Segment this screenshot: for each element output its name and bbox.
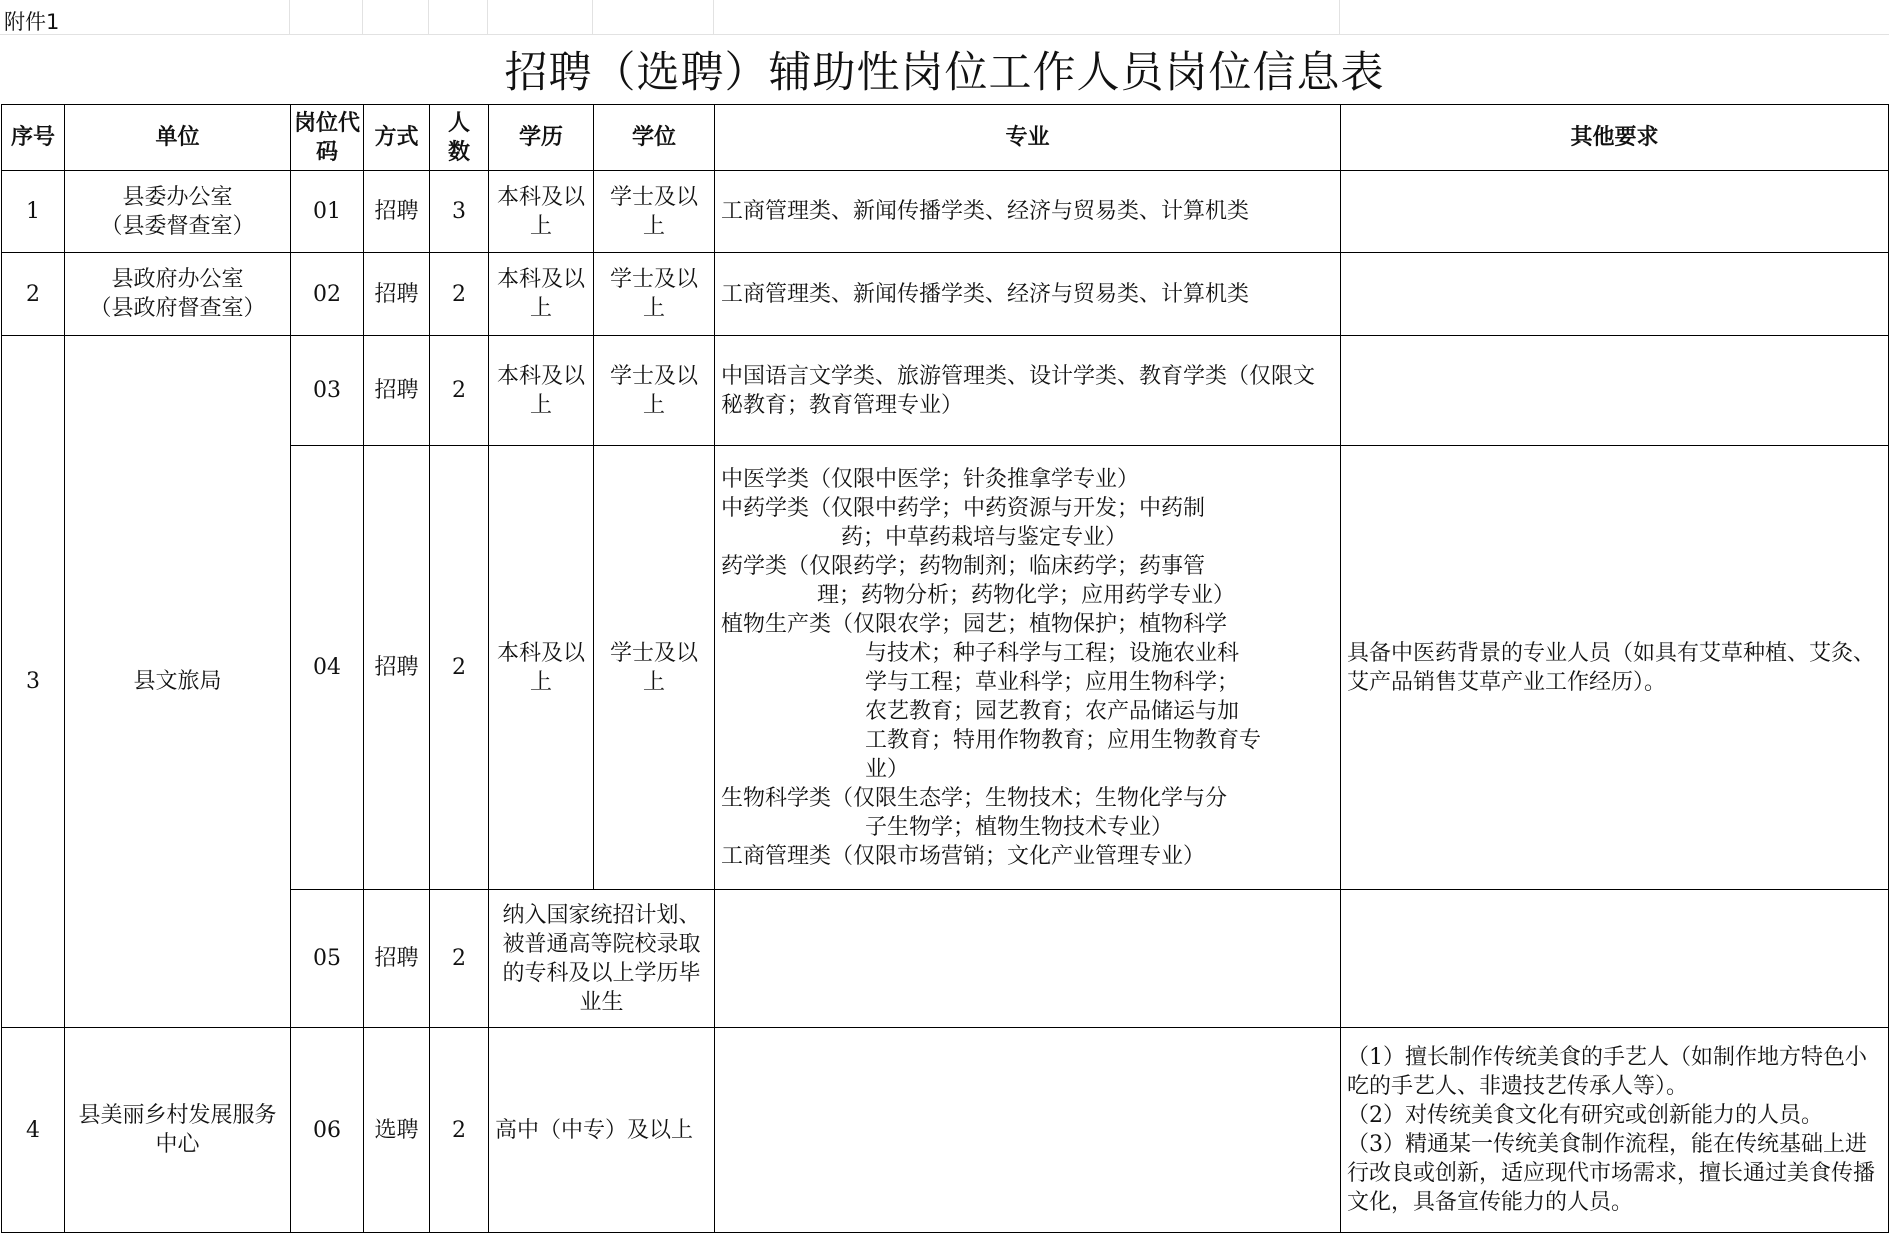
cell-major <box>715 446 1341 890</box>
cell-education: 本科及以上 <box>489 336 594 446</box>
table-row <box>2 336 1889 446</box>
gridline <box>487 0 488 34</box>
cell-method: 招聘 <box>364 890 430 1028</box>
header-other: 其他要求 <box>1341 105 1889 171</box>
cell-count: 3 <box>430 171 489 253</box>
cell-education: 本科及以上 <box>489 253 594 336</box>
major-line: 业） <box>865 756 910 782</box>
header-education: 学历 <box>489 105 594 171</box>
cell-major: 中国语言文学类、旅游管理类、设计学类、教育学类（仅限文秘教育；教育管理专业） <box>715 336 1341 446</box>
cell-method: 招聘 <box>364 446 430 890</box>
other-line: （1）擅长制作传统美食的手艺人（如制作地方特色小吃的手艺人、非遗技艺传承人等）。 <box>1347 1045 1867 1099</box>
cell-code: 06 <box>291 1028 364 1233</box>
cell-other: 具备中医药背景的专业人员（如具有艾草种植、艾灸、艾产品销售艾草产业工作经历）。 <box>1341 446 1889 890</box>
header-degree: 学位 <box>594 105 715 171</box>
gridline <box>362 0 363 34</box>
cell-other <box>1341 171 1889 253</box>
major-line: 中医学类（仅限中医学；针灸推拿学专业） <box>721 466 1140 492</box>
unit-line: （县政府督查室） <box>89 296 266 321</box>
cell-education: 高中（中专）及以上 <box>489 1028 715 1233</box>
cell-count: 2 <box>430 253 489 336</box>
cell-method: 招聘 <box>364 253 430 336</box>
table-row <box>2 253 1889 336</box>
table-row <box>2 171 1889 253</box>
gridline <box>713 0 714 34</box>
major-line: 药；中草药栽培与鉴定专业） <box>841 524 1128 550</box>
page-title: 招聘（选聘）辅助性岗位工作人员岗位信息表 <box>504 47 1385 98</box>
cell-count: 2 <box>430 890 489 1028</box>
cell-other <box>1341 336 1889 446</box>
cell-method: 选聘 <box>364 1028 430 1233</box>
cell-count: 2 <box>430 446 489 890</box>
cell-degree: 学士及以上 <box>594 171 715 253</box>
cell-code: 02 <box>291 253 364 336</box>
cell-seq: 4 <box>2 1028 65 1233</box>
unit-line: 县政府办公室 <box>111 267 244 292</box>
cell-count: 2 <box>430 1028 489 1233</box>
cell-unit <box>65 171 291 253</box>
major-line: 学与工程；草业科学；应用生物科学； <box>865 669 1240 695</box>
cell-count: 2 <box>430 336 489 446</box>
cell-major: 工商管理类、新闻传播学类、经济与贸易类、计算机类 <box>715 253 1341 336</box>
cell-major <box>715 1028 1341 1233</box>
cell-code: 04 <box>291 446 364 890</box>
cell-unit: 县文旅局 <box>65 336 291 1028</box>
major-line: 工教育；特用作物教育；应用生物教育专 <box>865 727 1262 753</box>
cell-unit <box>65 253 291 336</box>
position-table <box>1 104 1889 1233</box>
cell-major <box>715 890 1341 1028</box>
gridline <box>592 0 593 34</box>
major-line: 农艺教育；园艺教育；农产品储运与加 <box>865 698 1240 724</box>
major-line: 植物生产类（仅限农学；园艺；植物保护；植物科学 <box>721 611 1228 637</box>
cell-unit: 县美丽乡村发展服务中心 <box>65 1028 291 1233</box>
cell-degree: 学士及以上 <box>594 253 715 336</box>
major-line: 工商管理类（仅限市场营销；文化产业管理专业） <box>721 843 1206 869</box>
header-unit: 单位 <box>65 105 291 171</box>
cell-education: 本科及以上 <box>489 446 594 890</box>
cell-code: 03 <box>291 336 364 446</box>
cell-major: 工商管理类、新闻传播学类、经济与贸易类、计算机类 <box>715 171 1341 253</box>
unit-line: （县委督查室） <box>100 213 255 239</box>
gridline <box>0 34 1889 35</box>
cell-other <box>1341 253 1889 336</box>
gridline <box>289 0 290 34</box>
header-row <box>2 105 1889 171</box>
major-line: 中药学类（仅限中药学；中药资源与开发；中药制 <box>721 495 1206 521</box>
header-major: 专业 <box>715 105 1341 171</box>
cell-other <box>1341 890 1889 1028</box>
cell-degree: 学士及以上 <box>594 446 715 890</box>
cell-other <box>1341 1028 1889 1233</box>
major-line: 生物科学类（仅限生态学；生物技术；生物化学与分 <box>721 785 1228 811</box>
header-code: 岗位代码 <box>291 105 364 171</box>
other-line: （2）对传统美食文化有研究或创新能力的人员。 <box>1347 1103 1823 1128</box>
cell-education: 本科及以上 <box>489 171 594 253</box>
cell-code: 01 <box>291 171 364 253</box>
cell-seq: 2 <box>2 253 65 336</box>
cell-degree: 学士及以上 <box>594 336 715 446</box>
major-line: 子生物学；植物生物技术专业） <box>865 814 1174 840</box>
cell-method: 招聘 <box>364 336 430 446</box>
unit-line: 县委办公室 <box>122 184 233 210</box>
header-count: 人数 <box>430 105 489 171</box>
gridline <box>1339 0 1340 34</box>
cell-education: 纳入国家统招计划、被普通高等院校录取的专科及以上学历毕业生 <box>489 890 715 1028</box>
cell-method: 招聘 <box>364 171 430 253</box>
attachment-label: 附件1 <box>4 10 60 34</box>
cell-seq: 3 <box>2 336 65 1028</box>
major-line: 与技术；种子科学与工程；设施农业科 <box>865 640 1240 666</box>
header-method: 方式 <box>364 105 430 171</box>
table-row <box>2 1028 1889 1233</box>
gridline <box>428 0 429 34</box>
major-line: 理；药物分析；药物化学；应用药学专业） <box>817 582 1236 608</box>
header-seq: 序号 <box>2 105 65 171</box>
major-line: 药学类（仅限药学；药物制剂；临床药学；药事管 <box>721 553 1206 579</box>
other-line: （3）精通某一传统美食制作流程，能在传统基础上进行改良或创新，适应现代市场需求，擅长通过美食传播文化，具备宣传能力的人员。 <box>1347 1132 1876 1215</box>
cell-code: 05 <box>291 890 364 1028</box>
cell-seq: 1 <box>2 171 65 253</box>
